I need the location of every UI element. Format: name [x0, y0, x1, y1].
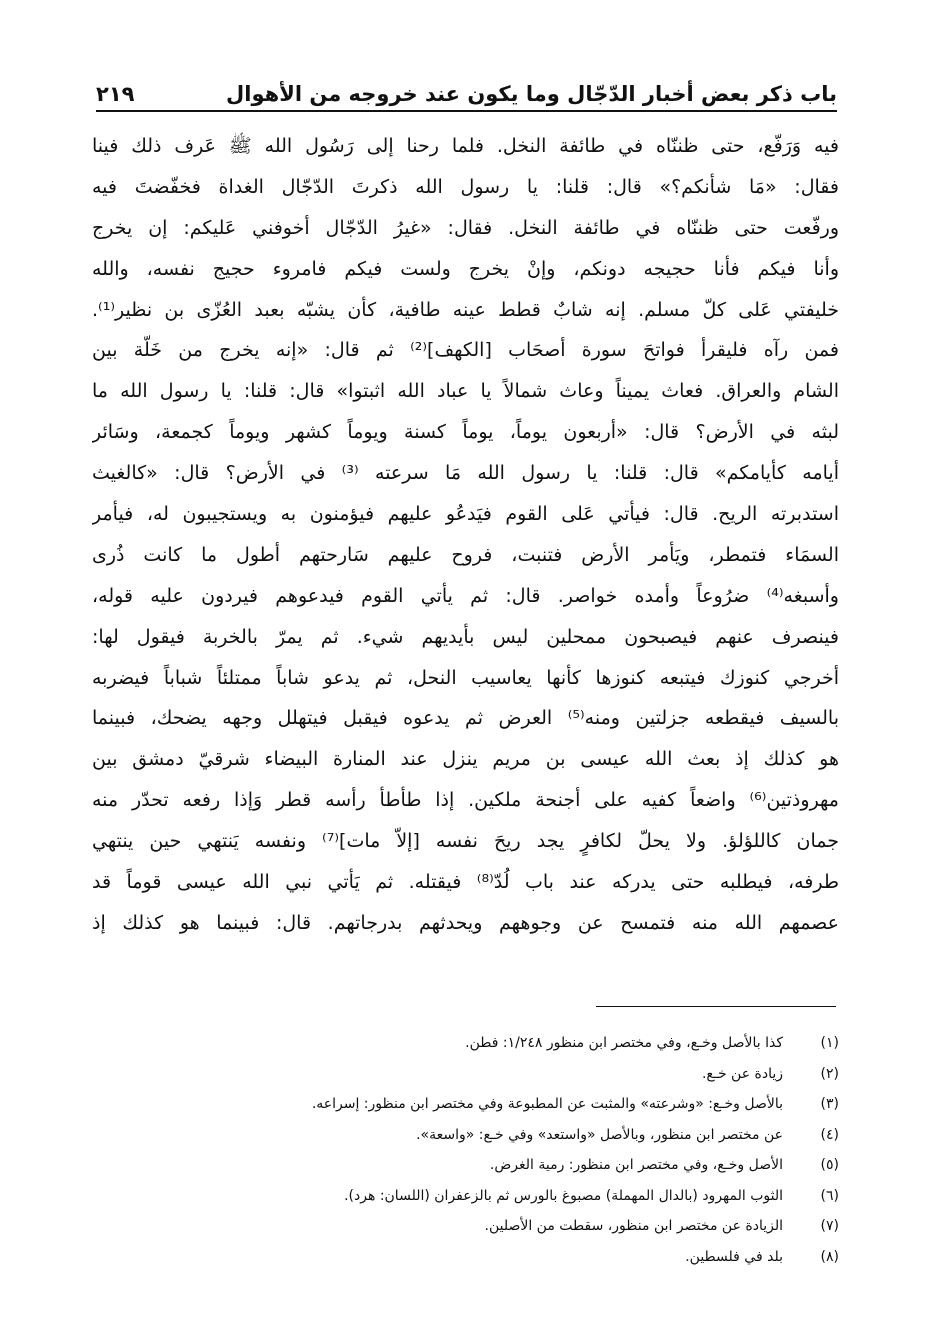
text-line: فيه وَرَفّع، حتى ظننّاه في طائفة النخل. فلما رحنا إلى رَسُول الله ﷺ عَرف ذلك فينا	[92, 135, 839, 157]
footnotes	[92, 1028, 839, 1272]
text-line: وأسبغه⁽⁴⁾ ضرُوعاً وأمده خواصر. قال: ثم يأتي القوم فيدعوهم فيردون عليه قوله،	[92, 584, 839, 607]
footnote-number: (٢)	[820, 1065, 839, 1082]
footnote-number: (٧)	[820, 1218, 839, 1234]
page-header	[96, 66, 837, 112]
text-line: أيامه كأيامكم» قال: قلنا: يا رسول الله مَا سرعته ⁽³⁾ في الأرض؟ قال: «كالغيث	[92, 462, 839, 485]
footnote-separator	[596, 1006, 836, 1007]
text-line: خليفتي عَلى كلّ مسلم. إنه شابٌ قطط عينه طافية، كأن يشبّه بعبد العُزّى بن نظير⁽¹⁾.	[92, 298, 839, 321]
footnote-item	[92, 1242, 839, 1273]
footnote-text: الثوب المهرود (بالدال المهملة) مصبوغ بالورس ثم بالزعفران (اللسان: هرد).	[344, 1187, 783, 1204]
footnote-number: (٣)	[820, 1096, 839, 1112]
text-line: بالسيف فيقطعه جزلتين ومنه⁽⁵⁾ العرض ثم يدعوه فيقبل فيتهلل وجهه يضحك، فبينما	[92, 707, 839, 730]
text-line: السمَاء فتمطر، ويَأمر الأرض فتنبت، فروح عليهم سَارحتهم أطول ما كانت ذُرى	[92, 543, 839, 566]
footnote-item	[92, 1028, 839, 1059]
running-title: باب ذكر بعض أخبار الدّجّال وما يكون عند خروجه من الأهوال	[226, 82, 837, 106]
text-line: وأنا فيكم فأنا حجيجه دونكم، وإنْ يخرج ولست فيكم فامروء حجيج نفسه، والله	[92, 257, 839, 280]
footnote-text: كذا بالأصل وخـع، وفي مختصر ابن منظور ١/٢٤٨: فطن.	[465, 1035, 783, 1051]
footnote-item	[92, 1150, 839, 1181]
text-line: لبثه في الأرض؟ قال: «أربعون يوماً، يوماً كسنة ويوماً كشهر ويوماً كجمعة، وسَائر	[92, 421, 839, 444]
text-line: فمن رآه فليقرأ فواتحَ سورة أصحَاب [الكهف]⁽²⁾ ثم قال: «إنه يخرج من خَلّة بين	[92, 339, 839, 362]
footnote-text: بلد في فلسطين.	[685, 1248, 783, 1265]
text-line: هو كذلك إذ بعث الله عيسى بن مريم ينزل عند المنارة البيضاء شرقيّ دمشق بين	[92, 748, 839, 771]
footnote-text: عن مختصر ابن منظور، وبالأصل «واستعد» وفي خـع: «واسعة».	[416, 1126, 783, 1143]
footnote-item	[92, 1089, 839, 1120]
footnote-text: بالأصل وخـع: «وشرعته» والمثبت عن المطبوعة وفي مختصر ابن منظور: إسراعه.	[311, 1096, 783, 1112]
text-line: عصمهم الله منه فتمسح عن وجوههم ويحدثهم بدرجاتهم. قال: فبينما هو كذلك إذ	[92, 911, 839, 934]
footnote-item	[92, 1181, 839, 1212]
text-line: استدبرته الريح. قال: فيأتي عَلى القوم فيَدعُو عليهم فيؤمنون به ويستجيبون له، فيأمر	[92, 503, 839, 526]
text-line: أخرجي كنوزك فيتبعه كنوزها كأنها يعاسيب النحل، ثم يدعو شاباً ممتلئاً شباباً فيضربه	[92, 666, 839, 689]
footnote-text: الأصل وخـع، وفي مختصر ابن منظور: رمية الغرض.	[489, 1157, 783, 1173]
main-text	[92, 126, 839, 944]
footnote-item	[92, 1211, 839, 1242]
footnote-item	[92, 1120, 839, 1151]
text-line: فينصرف عنهم فيصبحون ممحلين ليس بأيديهم شيء. ثم يمرّ بالخربة فيقول لها:	[92, 625, 839, 648]
footnote-number: (٦)	[820, 1187, 839, 1204]
footnote-number: (١)	[820, 1035, 839, 1051]
footnote-number: (٨)	[820, 1248, 839, 1265]
text-line: جمان كاللؤلؤ. ولا يحلّ لكافرٍ يجد ريحَ نفسه [إلاّ مات]⁽⁷⁾ ونفسه يَنتهي حين ينتهي	[92, 830, 839, 853]
footnote-text: زيادة عن خـع.	[701, 1065, 783, 1082]
footnote-number: (٥)	[820, 1157, 839, 1173]
text-line: الشام والعراق. فعاث يميناً وعاث شمالاً يا عباد الله اثبتوا» قال: قلنا: يا رسول الله ما	[92, 380, 839, 403]
text-line: مهروذتين⁽⁶⁾ واضعاً كفيه على أجنحة ملكين. إذا طأطأ رأسه قطر وَإذا رفعه تحدّر منه	[92, 789, 839, 812]
text-line: فقال: «مَا شأنكم؟» قال: قلنا: يا رسول الله ذكرتَ الدّجّال الغداة فخفّضتَ فيه	[92, 175, 839, 198]
text-line: طرفه، فيطلبه حتى يدركه عند باب لُدّ⁽⁸⁾ فيقتله. ثم يَأتي نبي الله عيسى قوماً قد	[92, 871, 839, 894]
footnote-item	[92, 1059, 839, 1090]
text-line: ورفّعت حتى ظننّاه في طائفة النخل. فقال: «غيرُ الدّجّال أخوفني عَليكم: إن يخرج	[92, 216, 839, 239]
page-number: ٢١٩	[96, 82, 135, 106]
footnote-text: الزيادة عن مختصر ابن منظور، سقطت من الأصلين.	[484, 1218, 783, 1234]
footnote-number: (٤)	[820, 1126, 839, 1143]
